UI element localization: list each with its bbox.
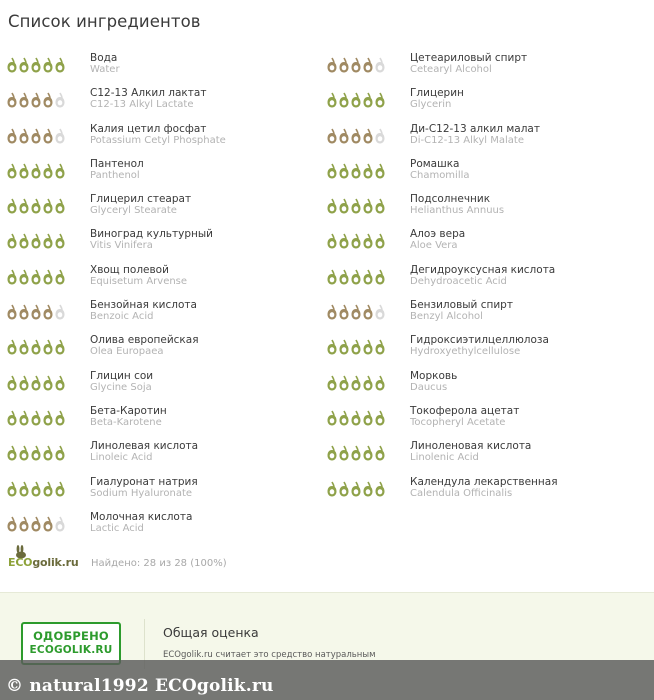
leaf-icon (351, 92, 361, 108)
leaf-icon (31, 481, 41, 497)
leaf-icon (339, 233, 349, 249)
safety-rating (7, 516, 65, 534)
leaf-icon (43, 92, 53, 108)
ingredient-name-en: Calendula Officinalis (410, 487, 513, 499)
leaf-icon (339, 128, 349, 144)
safety-rating (327, 198, 385, 216)
ingredient-name-en: Di-C12-13 Alkyl Malate (410, 134, 524, 146)
ingredient-name-en: Cetearyl Alcohol (410, 64, 492, 75)
ingredient-names (90, 228, 213, 252)
leaf-icon (363, 269, 373, 285)
watermark-text: © natural1992 ECOgolik.ru (6, 676, 274, 696)
leaf-icon (31, 92, 41, 108)
ingredient-name-en: Daucus (410, 381, 448, 393)
ingredient-row[interactable] (322, 48, 642, 83)
leaf-icon (55, 516, 65, 532)
safety-rating (327, 57, 385, 75)
leaf-icon (43, 233, 53, 249)
leaf-icon (7, 163, 17, 179)
leaf-icon (19, 375, 29, 391)
ingredient-name-en: Glyceryl Stearate (90, 205, 177, 217)
leaf-icon (43, 57, 53, 73)
leaf-icon (351, 339, 361, 355)
ingredient-names (410, 193, 504, 217)
ingredient-name-ru[interactable]: Токоферола ацетат (410, 404, 520, 417)
leaf-icon (363, 57, 373, 73)
leaf-icon (339, 375, 349, 391)
found-count: Найдено: 28 из 28 (100%) (91, 558, 227, 569)
ingredient-name-ru[interactable]: Бета-Каротин (90, 404, 167, 417)
leaf-icon (7, 445, 17, 461)
ingredient-name-ru[interactable]: Гиалуронат натрия (90, 475, 198, 488)
ingredient-row[interactable] (322, 436, 642, 471)
leaf-icon (351, 163, 361, 179)
ingredient-names (90, 52, 120, 76)
leaf-icon (363, 92, 373, 108)
ingredient-name-ru[interactable]: Хвощ полевой (90, 263, 169, 276)
leaf-icon (363, 198, 373, 214)
ingredient-name-ru[interactable]: Бензиловый спирт (410, 299, 513, 312)
ingredient-name-en: Potassium Cetyl Phosphate (90, 134, 226, 146)
leaf-icon (363, 233, 373, 249)
leaf-icon (375, 57, 385, 73)
ingredient-row[interactable] (322, 401, 642, 436)
logo-wordmark: ECOgolik.ru (8, 556, 79, 569)
ingredient-name-en: C12-13 Alkyl Lactate (90, 99, 194, 111)
leaf-icon (19, 269, 29, 285)
leaf-icon (43, 163, 53, 179)
safety-rating (327, 481, 385, 499)
ingredient-name-ru[interactable]: Калия цетил фосфат (90, 122, 207, 135)
leaf-icon (7, 269, 17, 285)
leaf-icon (339, 445, 349, 461)
ingredient-row[interactable] (0, 366, 320, 401)
safety-rating (327, 92, 385, 110)
leaf-icon (19, 198, 29, 214)
leaf-icon (43, 339, 53, 355)
ingredient-names (90, 193, 191, 217)
leaf-icon (55, 128, 65, 144)
leaf-icon (363, 163, 373, 179)
leaf-icon (327, 304, 337, 320)
leaf-icon (43, 481, 53, 497)
leaf-icon (19, 339, 29, 355)
leaf-icon (375, 304, 385, 320)
ecogolik-logo[interactable] (8, 545, 80, 575)
ingredient-name-en: Water (90, 64, 120, 75)
leaf-icon (43, 304, 53, 320)
page-title: Список ингредиентов (8, 12, 201, 31)
ingredient-name-en: Beta-Karotene (90, 416, 162, 428)
leaf-icon (19, 163, 29, 179)
ingredients-column-right (322, 48, 642, 507)
leaf-icon (363, 339, 373, 355)
ingredient-name-en: Benzoic Acid (90, 311, 154, 323)
overall-description: ECOgolik.ru считает это средство натуральным (163, 650, 376, 660)
leaf-icon (327, 375, 337, 391)
leaf-icon (375, 375, 385, 391)
leaf-icon (327, 57, 337, 73)
ingredient-row[interactable] (0, 154, 320, 189)
leaf-icon (327, 198, 337, 214)
ingredient-row[interactable] (322, 189, 642, 224)
leaf-icon (55, 163, 65, 179)
leaf-icon (351, 233, 361, 249)
leaf-icon (351, 375, 361, 391)
ingredient-name-ru[interactable]: Линоленовая кислота (410, 440, 532, 453)
ingredient-names (410, 264, 555, 288)
ingredient-name-ru[interactable]: Цетеариловый спирт (410, 52, 528, 64)
leaf-icon (375, 163, 385, 179)
safety-rating (7, 92, 65, 110)
ingredient-row[interactable] (0, 330, 320, 365)
ingredient-row[interactable] (0, 119, 320, 154)
leaf-icon (339, 481, 349, 497)
leaf-icon (7, 128, 17, 144)
leaf-icon (55, 375, 65, 391)
ingredient-row[interactable] (322, 154, 642, 189)
leaf-icon (19, 481, 29, 497)
leaf-icon (55, 198, 65, 214)
ingredient-row[interactable] (0, 224, 320, 259)
ingredient-names (90, 334, 199, 358)
leaf-icon (351, 445, 361, 461)
leaf-icon (351, 481, 361, 497)
leaf-icon (339, 410, 349, 426)
ingredient-name-ru[interactable]: Глицин сои (90, 369, 154, 382)
leaf-icon (31, 269, 41, 285)
ingredient-name-ru[interactable]: Виноград культурный (90, 228, 213, 241)
leaf-icon (375, 198, 385, 214)
leaf-icon (339, 339, 349, 355)
ingredient-row[interactable] (0, 507, 320, 542)
ingredient-name-en: Olea Europaea (90, 346, 164, 358)
ingredient-name-ru[interactable]: Дегидроуксусная кислота (410, 263, 556, 276)
ingredient-name-en: Helianthus Annuus (410, 205, 505, 217)
leaf-icon (19, 516, 29, 532)
leaf-icon (43, 128, 53, 144)
leaf-icon (43, 445, 53, 461)
ingredient-name-en: Vitis Vinifera (90, 240, 153, 252)
ingredient-name-ru[interactable]: Подсолнечник (410, 193, 491, 206)
ingredient-row[interactable] (0, 401, 320, 436)
leaf-icon (31, 198, 41, 214)
leaf-icon (327, 92, 337, 108)
leaf-icon (351, 57, 361, 73)
ingredient-row[interactable] (322, 366, 642, 401)
leaf-icon (31, 57, 41, 73)
leaf-icon (375, 269, 385, 285)
leaf-icon (327, 445, 337, 461)
ingredient-name-ru[interactable]: Гидроксиэтилцеллюлоза (410, 334, 549, 347)
leaf-icon (339, 198, 349, 214)
leaf-icon (31, 233, 41, 249)
footer-summary (8, 545, 308, 575)
ingredient-name-en: Dehydroacetic Acid (410, 275, 507, 287)
safety-rating (327, 233, 385, 251)
ingredient-row[interactable] (322, 472, 642, 507)
safety-rating (327, 128, 385, 146)
ingredient-names (90, 158, 144, 182)
overall-title: Общая оценка (163, 625, 259, 640)
safety-rating (7, 57, 65, 75)
ingredient-names (90, 370, 153, 394)
ingredient-name-en: Aloe Vera (410, 240, 458, 252)
leaf-icon (19, 57, 29, 73)
ingredient-names (410, 334, 549, 358)
leaf-icon (31, 304, 41, 320)
leaf-icon (43, 410, 53, 426)
ingredient-name-en: Tocopheryl Acetate (410, 416, 506, 428)
ingredient-name-ru[interactable]: Олива европейская (90, 334, 199, 347)
leaf-icon (19, 128, 29, 144)
leaf-icon (363, 410, 373, 426)
safety-rating (327, 163, 385, 181)
leaf-icon (363, 375, 373, 391)
leaf-icon (31, 445, 41, 461)
leaf-icon (7, 92, 17, 108)
leaf-icon (327, 269, 337, 285)
ingredient-name-en: Glycerin (410, 99, 452, 111)
leaf-icon (7, 57, 17, 73)
safety-rating (7, 445, 65, 463)
leaf-icon (43, 269, 53, 285)
leaf-icon (31, 516, 41, 532)
ingredient-name-en: Linolenic Acid (410, 452, 479, 464)
safety-rating (327, 410, 385, 428)
approved-badge: ОДОБРЕНО ECOGOLIK.RU (21, 622, 121, 665)
safety-rating (7, 128, 65, 146)
safety-rating (7, 410, 65, 428)
ingredient-name-ru[interactable]: Молочная кислота (90, 510, 193, 523)
ingredient-names (410, 228, 465, 252)
ingredient-names (90, 440, 198, 464)
ingredient-row[interactable] (0, 436, 320, 471)
safety-rating (7, 198, 65, 216)
leaf-icon (375, 481, 385, 497)
ingredient-name-en: Panthenol (90, 169, 140, 181)
ingredient-names (90, 123, 226, 147)
ingredient-name-en: Equisetum Arvense (90, 275, 188, 287)
ingredient-name-ru[interactable]: Линолевая кислота (90, 440, 199, 453)
ingredient-names (410, 123, 540, 147)
ingredient-row[interactable] (0, 189, 320, 224)
leaf-icon (55, 269, 65, 285)
ingredient-name-ru[interactable]: Ромашка (410, 157, 460, 170)
leaf-icon (55, 410, 65, 426)
ingredient-names (410, 52, 527, 76)
safety-rating (7, 163, 65, 181)
leaf-icon (55, 481, 65, 497)
leaf-icon (7, 516, 17, 532)
ingredient-name-ru[interactable]: C12-13 Алкил лактат (90, 87, 207, 100)
leaf-icon (55, 304, 65, 320)
leaf-icon (31, 410, 41, 426)
safety-rating (327, 269, 385, 287)
ingredient-names (90, 264, 187, 288)
ingredient-row[interactable] (322, 119, 642, 154)
leaf-icon (363, 128, 373, 144)
leaf-icon (339, 269, 349, 285)
ingredient-row[interactable] (0, 83, 320, 118)
ingredient-name-ru[interactable]: Пантенол (90, 157, 144, 170)
leaf-icon (31, 339, 41, 355)
leaf-icon (339, 304, 349, 320)
ingredient-row[interactable] (322, 260, 642, 295)
ingredients-column-left (0, 48, 320, 542)
safety-rating (7, 269, 65, 287)
leaf-icon (31, 128, 41, 144)
leaf-icon (7, 233, 17, 249)
ingredient-name-en: Linoleic Acid (90, 452, 153, 464)
leaf-icon (375, 233, 385, 249)
safety-rating (327, 375, 385, 393)
leaf-icon (7, 304, 17, 320)
leaf-icon (375, 410, 385, 426)
ingredient-name-ru[interactable]: Бензойная кислота (90, 299, 197, 312)
safety-rating (7, 375, 65, 393)
safety-rating (327, 445, 385, 463)
safety-rating (7, 481, 65, 499)
leaf-icon (327, 339, 337, 355)
ingredient-row[interactable] (322, 224, 642, 259)
leaf-icon (351, 304, 361, 320)
ingredient-name-ru[interactable]: Глицерил стеарат (90, 193, 192, 206)
ingredient-names (90, 476, 198, 500)
leaf-icon (375, 128, 385, 144)
leaf-icon (55, 233, 65, 249)
ingredient-names (90, 405, 167, 429)
leaf-icon (7, 198, 17, 214)
ingredient-name-ru[interactable]: Ди-C12-13 алкил малат (410, 122, 540, 135)
ingredient-names (410, 370, 457, 394)
leaf-icon (55, 339, 65, 355)
ingredient-name-en: Benzyl Alcohol (410, 311, 483, 323)
leaf-icon (7, 410, 17, 426)
leaf-icon (55, 445, 65, 461)
leaf-icon (339, 163, 349, 179)
ingredient-name-en: Hydroxyethylcellulose (410, 346, 521, 358)
leaf-icon (339, 57, 349, 73)
leaf-icon (31, 163, 41, 179)
ingredient-name-ru[interactable]: Вода (90, 52, 118, 64)
ingredient-name-ru[interactable]: Календула лекарственная (410, 475, 558, 488)
leaf-icon (327, 128, 337, 144)
safety-rating (327, 339, 385, 357)
ingredient-name-ru[interactable]: Алоэ вера (410, 228, 466, 241)
leaf-icon (351, 128, 361, 144)
leaf-icon (7, 481, 17, 497)
ingredient-names (410, 299, 513, 323)
leaf-icon (19, 304, 29, 320)
leaf-icon (7, 375, 17, 391)
ingredient-row[interactable] (0, 295, 320, 330)
leaf-icon (327, 410, 337, 426)
leaf-icon (351, 198, 361, 214)
leaf-icon (19, 233, 29, 249)
ingredient-row[interactable] (0, 472, 320, 507)
leaf-icon (351, 269, 361, 285)
ingredient-names (90, 87, 206, 111)
leaf-icon (55, 92, 65, 108)
ingredient-name-en: Lactic Acid (90, 522, 144, 534)
ingredient-names (410, 476, 558, 500)
ingredient-name-ru[interactable]: Глицерин (410, 87, 464, 100)
leaf-icon (327, 163, 337, 179)
safety-rating (7, 304, 65, 322)
leaf-icon (19, 410, 29, 426)
ingredient-names (410, 405, 519, 429)
leaf-icon (43, 375, 53, 391)
ingredient-row[interactable] (0, 48, 320, 83)
leaf-icon (375, 445, 385, 461)
ingredient-row[interactable] (322, 83, 642, 118)
leaf-icon (351, 410, 361, 426)
ingredient-row[interactable] (0, 260, 320, 295)
ingredient-row[interactable] (322, 330, 642, 365)
leaf-icon (327, 481, 337, 497)
leaf-icon (339, 92, 349, 108)
leaf-icon (363, 481, 373, 497)
ingredient-names (410, 87, 464, 111)
leaf-icon (55, 57, 65, 73)
ingredient-names (410, 158, 470, 182)
ingredient-names (90, 511, 192, 535)
safety-rating (327, 304, 385, 322)
safety-rating (7, 233, 65, 251)
leaf-icon (19, 445, 29, 461)
ingredient-name-en: Glycine Soja (90, 381, 152, 393)
leaf-icon (7, 339, 17, 355)
leaf-icon (43, 516, 53, 532)
leaf-icon (19, 92, 29, 108)
ingredient-row[interactable] (322, 295, 642, 330)
ingredient-names (410, 440, 531, 464)
ingredient-names (90, 299, 197, 323)
leaf-icon (43, 198, 53, 214)
leaf-icon (363, 304, 373, 320)
safety-rating (7, 339, 65, 357)
ingredient-name-en: Sodium Hyaluronate (90, 487, 193, 499)
ingredient-name-ru[interactable]: Морковь (410, 369, 458, 382)
ingredient-name-en: Chamomilla (410, 169, 470, 181)
leaf-icon (363, 445, 373, 461)
leaf-icon (375, 339, 385, 355)
leaf-icon (327, 233, 337, 249)
leaf-icon (375, 92, 385, 108)
leaf-icon (31, 375, 41, 391)
